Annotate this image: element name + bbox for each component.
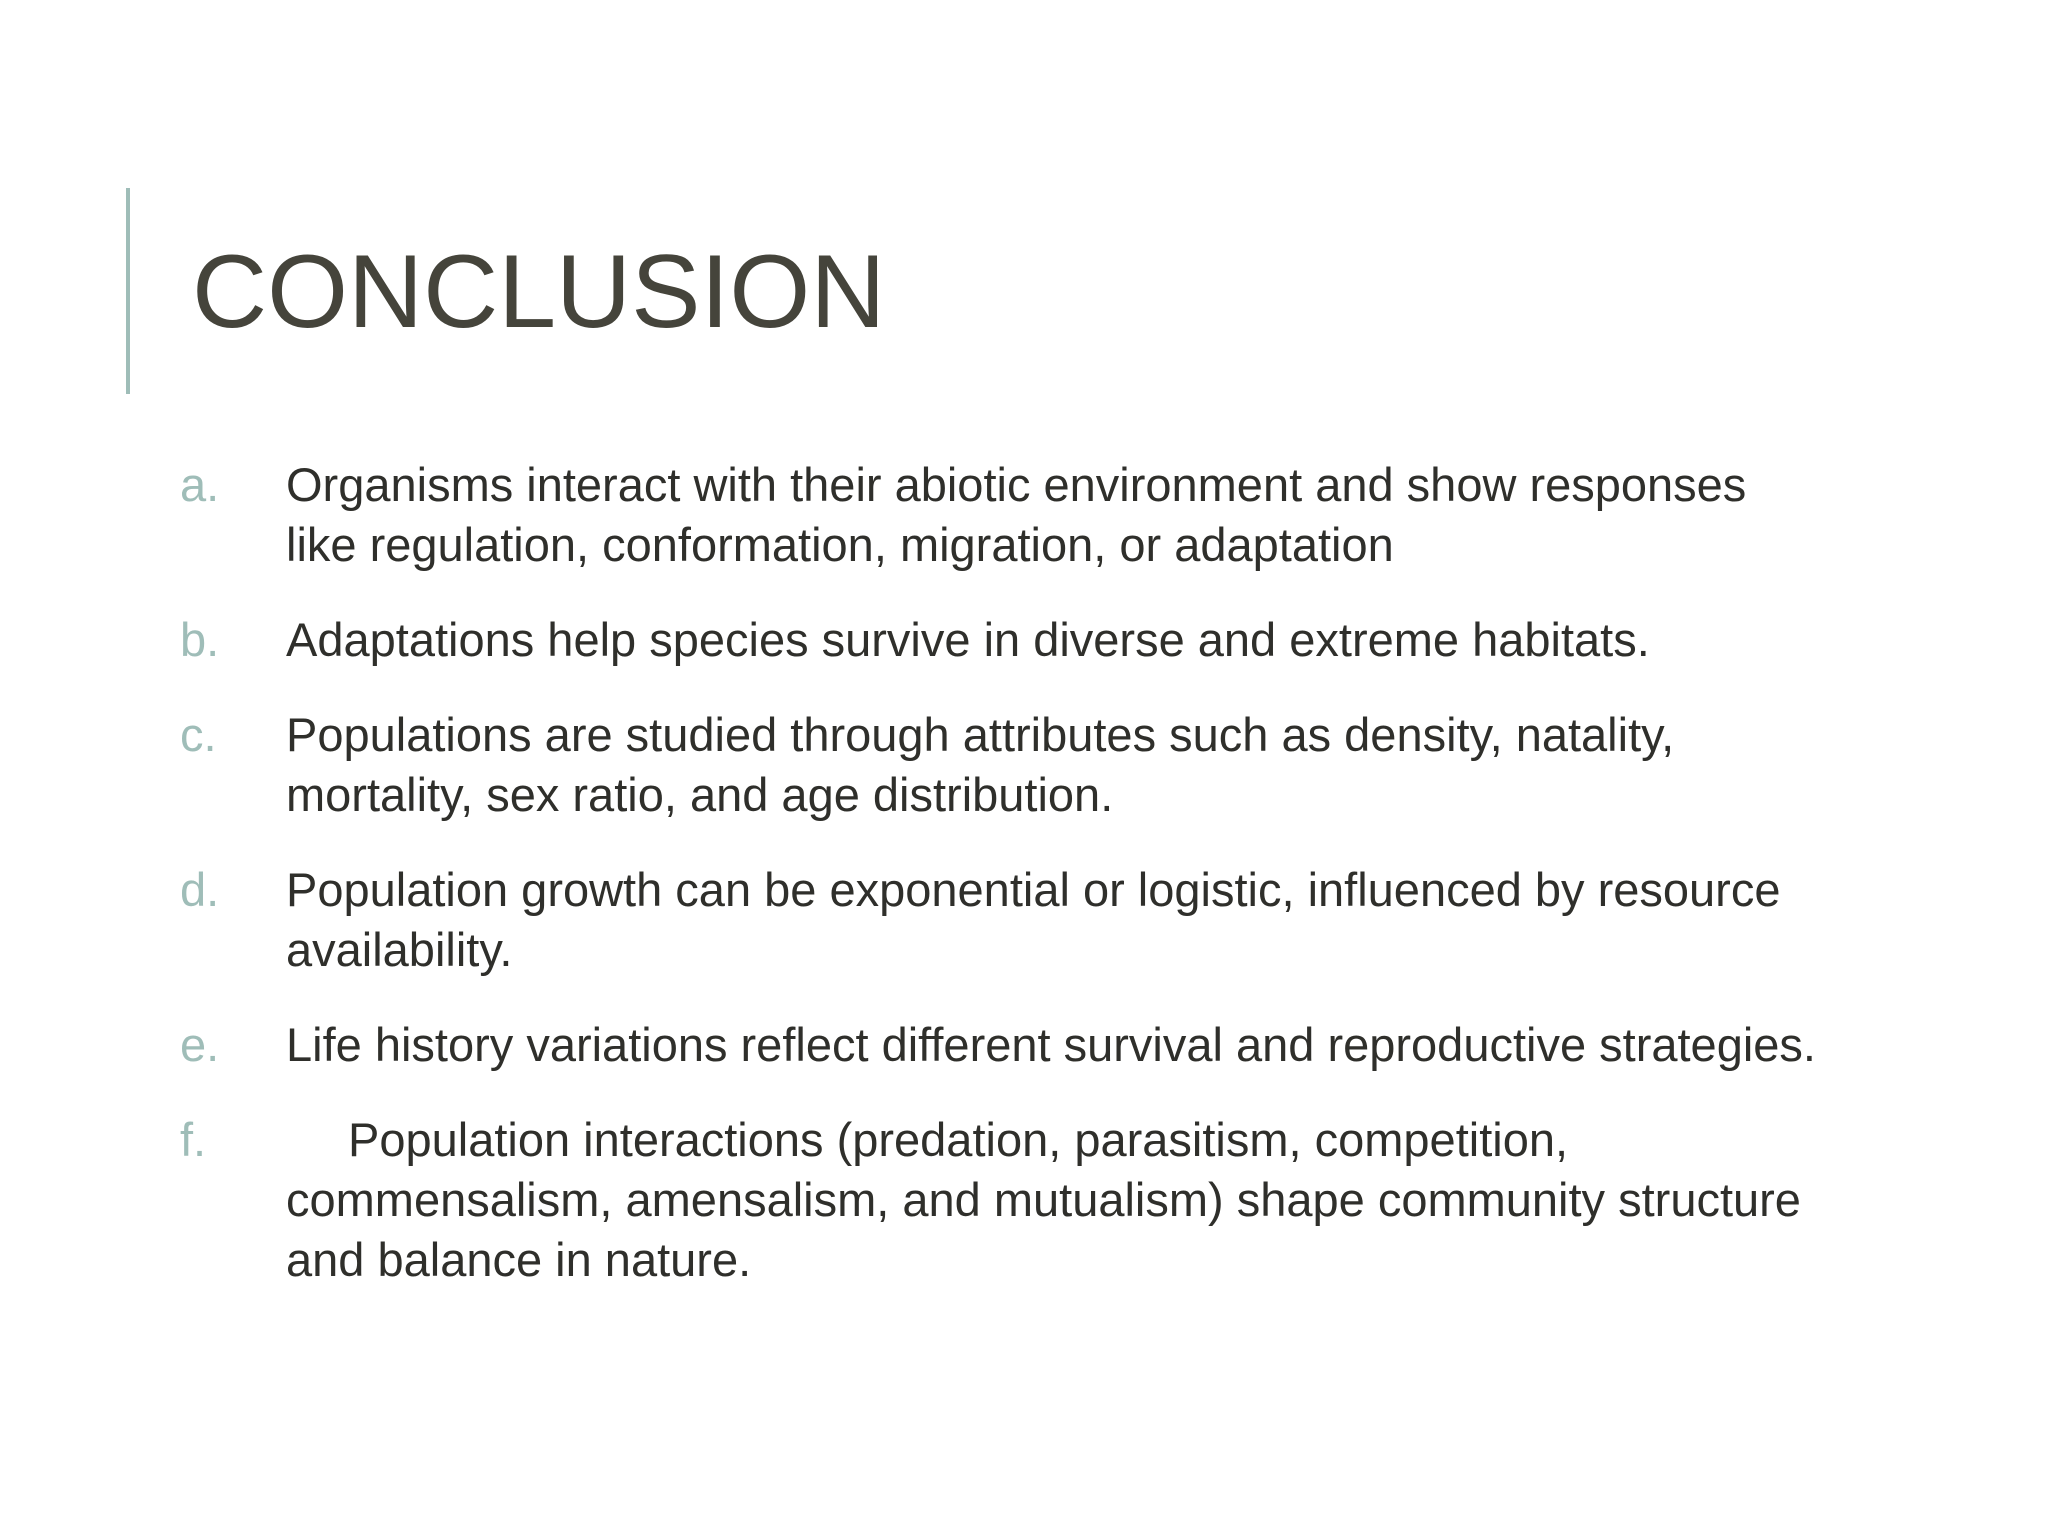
list-marker-a: a. xyxy=(180,458,220,511)
conclusion-list xyxy=(180,455,1820,1290)
list-marker-d: d. xyxy=(180,863,220,916)
slide-title: CONCLUSION xyxy=(192,234,886,350)
list-item-d xyxy=(180,860,1820,980)
list-text-f: Population interactions (predation, parasitism, competition, commensalism, amensalism, and mutualism) shape community structure and balance in nature. xyxy=(286,1113,1801,1286)
list-item-a xyxy=(180,455,1820,575)
list-item-b xyxy=(180,610,1820,670)
list-text-d: Population growth can be exponential or logistic, influenced by resource availability. xyxy=(286,863,1781,976)
title-accent-bar xyxy=(126,188,130,394)
list-marker-c: c. xyxy=(180,708,217,761)
list-text-a: Organisms interact with their abiotic environment and show responses like regulation, conformation, migration, or adaptation xyxy=(286,458,1747,571)
list-marker-b: b. xyxy=(180,613,220,666)
list-item-c xyxy=(180,705,1820,825)
list-item-f xyxy=(180,1110,1820,1290)
list-item-e xyxy=(180,1015,1820,1075)
list-text-e: Life history variations reflect different survival and reproductive strategies. xyxy=(286,1018,1816,1071)
list-text-b: Adaptations help species survive in diverse and extreme habitats. xyxy=(286,613,1650,666)
list-text-c: Populations are studied through attributes such as density, natality, mortality, sex ratio, and age distribution. xyxy=(286,708,1675,821)
list-marker-f: f. xyxy=(180,1113,207,1166)
list-marker-e: e. xyxy=(180,1018,220,1071)
